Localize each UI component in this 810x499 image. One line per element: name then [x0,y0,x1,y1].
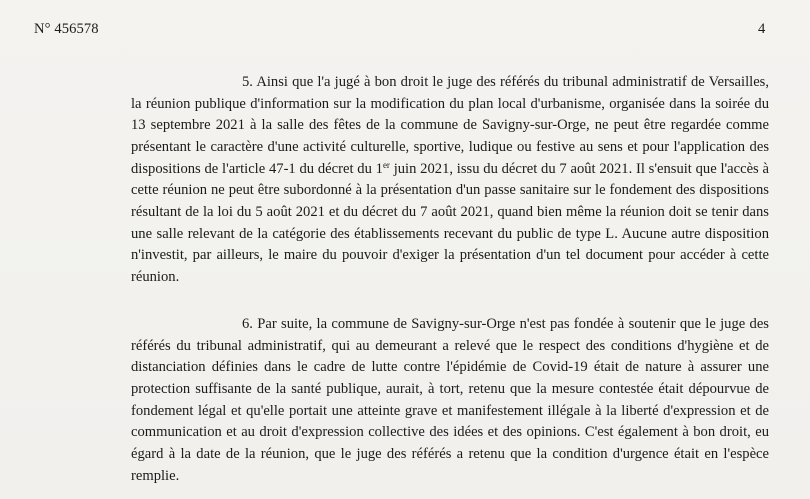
paragraph-6 [131,314,769,487]
ordinal-suffix: er [382,159,390,170]
paragraph-5 [131,72,769,289]
paragraph-text-continued: juin 2021, issu du décret du 7 août 2021. Il s'ensuit que l'accès à cette réunion ne peut être subordonné à la présentation d'un passe sanitaire sur le fondement des dispositions résultant de la loi du 5 août 2021 et du décret du 7 août 2021, quand bien même la réunion doit se tenir dans une salle relevant de la catégorie des établissements recevant du public de type L. Aucune autre disposition n'investit, par ailleurs, le maire du pouvoir d'exiger la présentation d'un tel document pour accéder à cette réunion. [131,160,769,285]
paragraph-text: Ainsi que l'a jugé à bon droit le juge des référés du tribunal administratif de Versailles, la réunion publique d'information sur la modification du plan local d'urbanisme, organisée dans la soirée du 13 septembre 2021 à la salle des fêtes de la commune de Savigny-sur-Orge, ne peut être regardée comme présentant le caractère d'une activité culturelle, sportive, ludique ou festive au sens et pour l'application des dispositions de l'article 47-1 du décret du 1 [131,74,770,177]
paragraph-text: Par suite, la commune de Savigny-sur-Orge n'est pas fondée à soutenir que le juge des référés du tribunal administratif, qui au demeurant a relevé que le respect des conditions d'hygiène et de distanciation définies dans le cadre de lutte contre l'épidémie de Covid-19 était de nature à assurer une protection suffisante de la santé publique, aurait, à tort, retenu que la mesure contestée était dépourvue de fondement légal et qu'elle portait une atteinte grave et manifestement illégale à la liberté d'expression et de communication et au droit d'expression collective des idées et des opinions. C'est également à bon droit, eu égard à la date de la réunion, que le juge des référés a retenu que la condition d'urgence était en l'espèce remplie. [131,316,769,484]
page-number: 4 [758,21,766,37]
case-number: N° 456578 [34,21,99,37]
paragraph-number: 5. [242,74,253,90]
paragraph-number: 6. [242,316,253,332]
